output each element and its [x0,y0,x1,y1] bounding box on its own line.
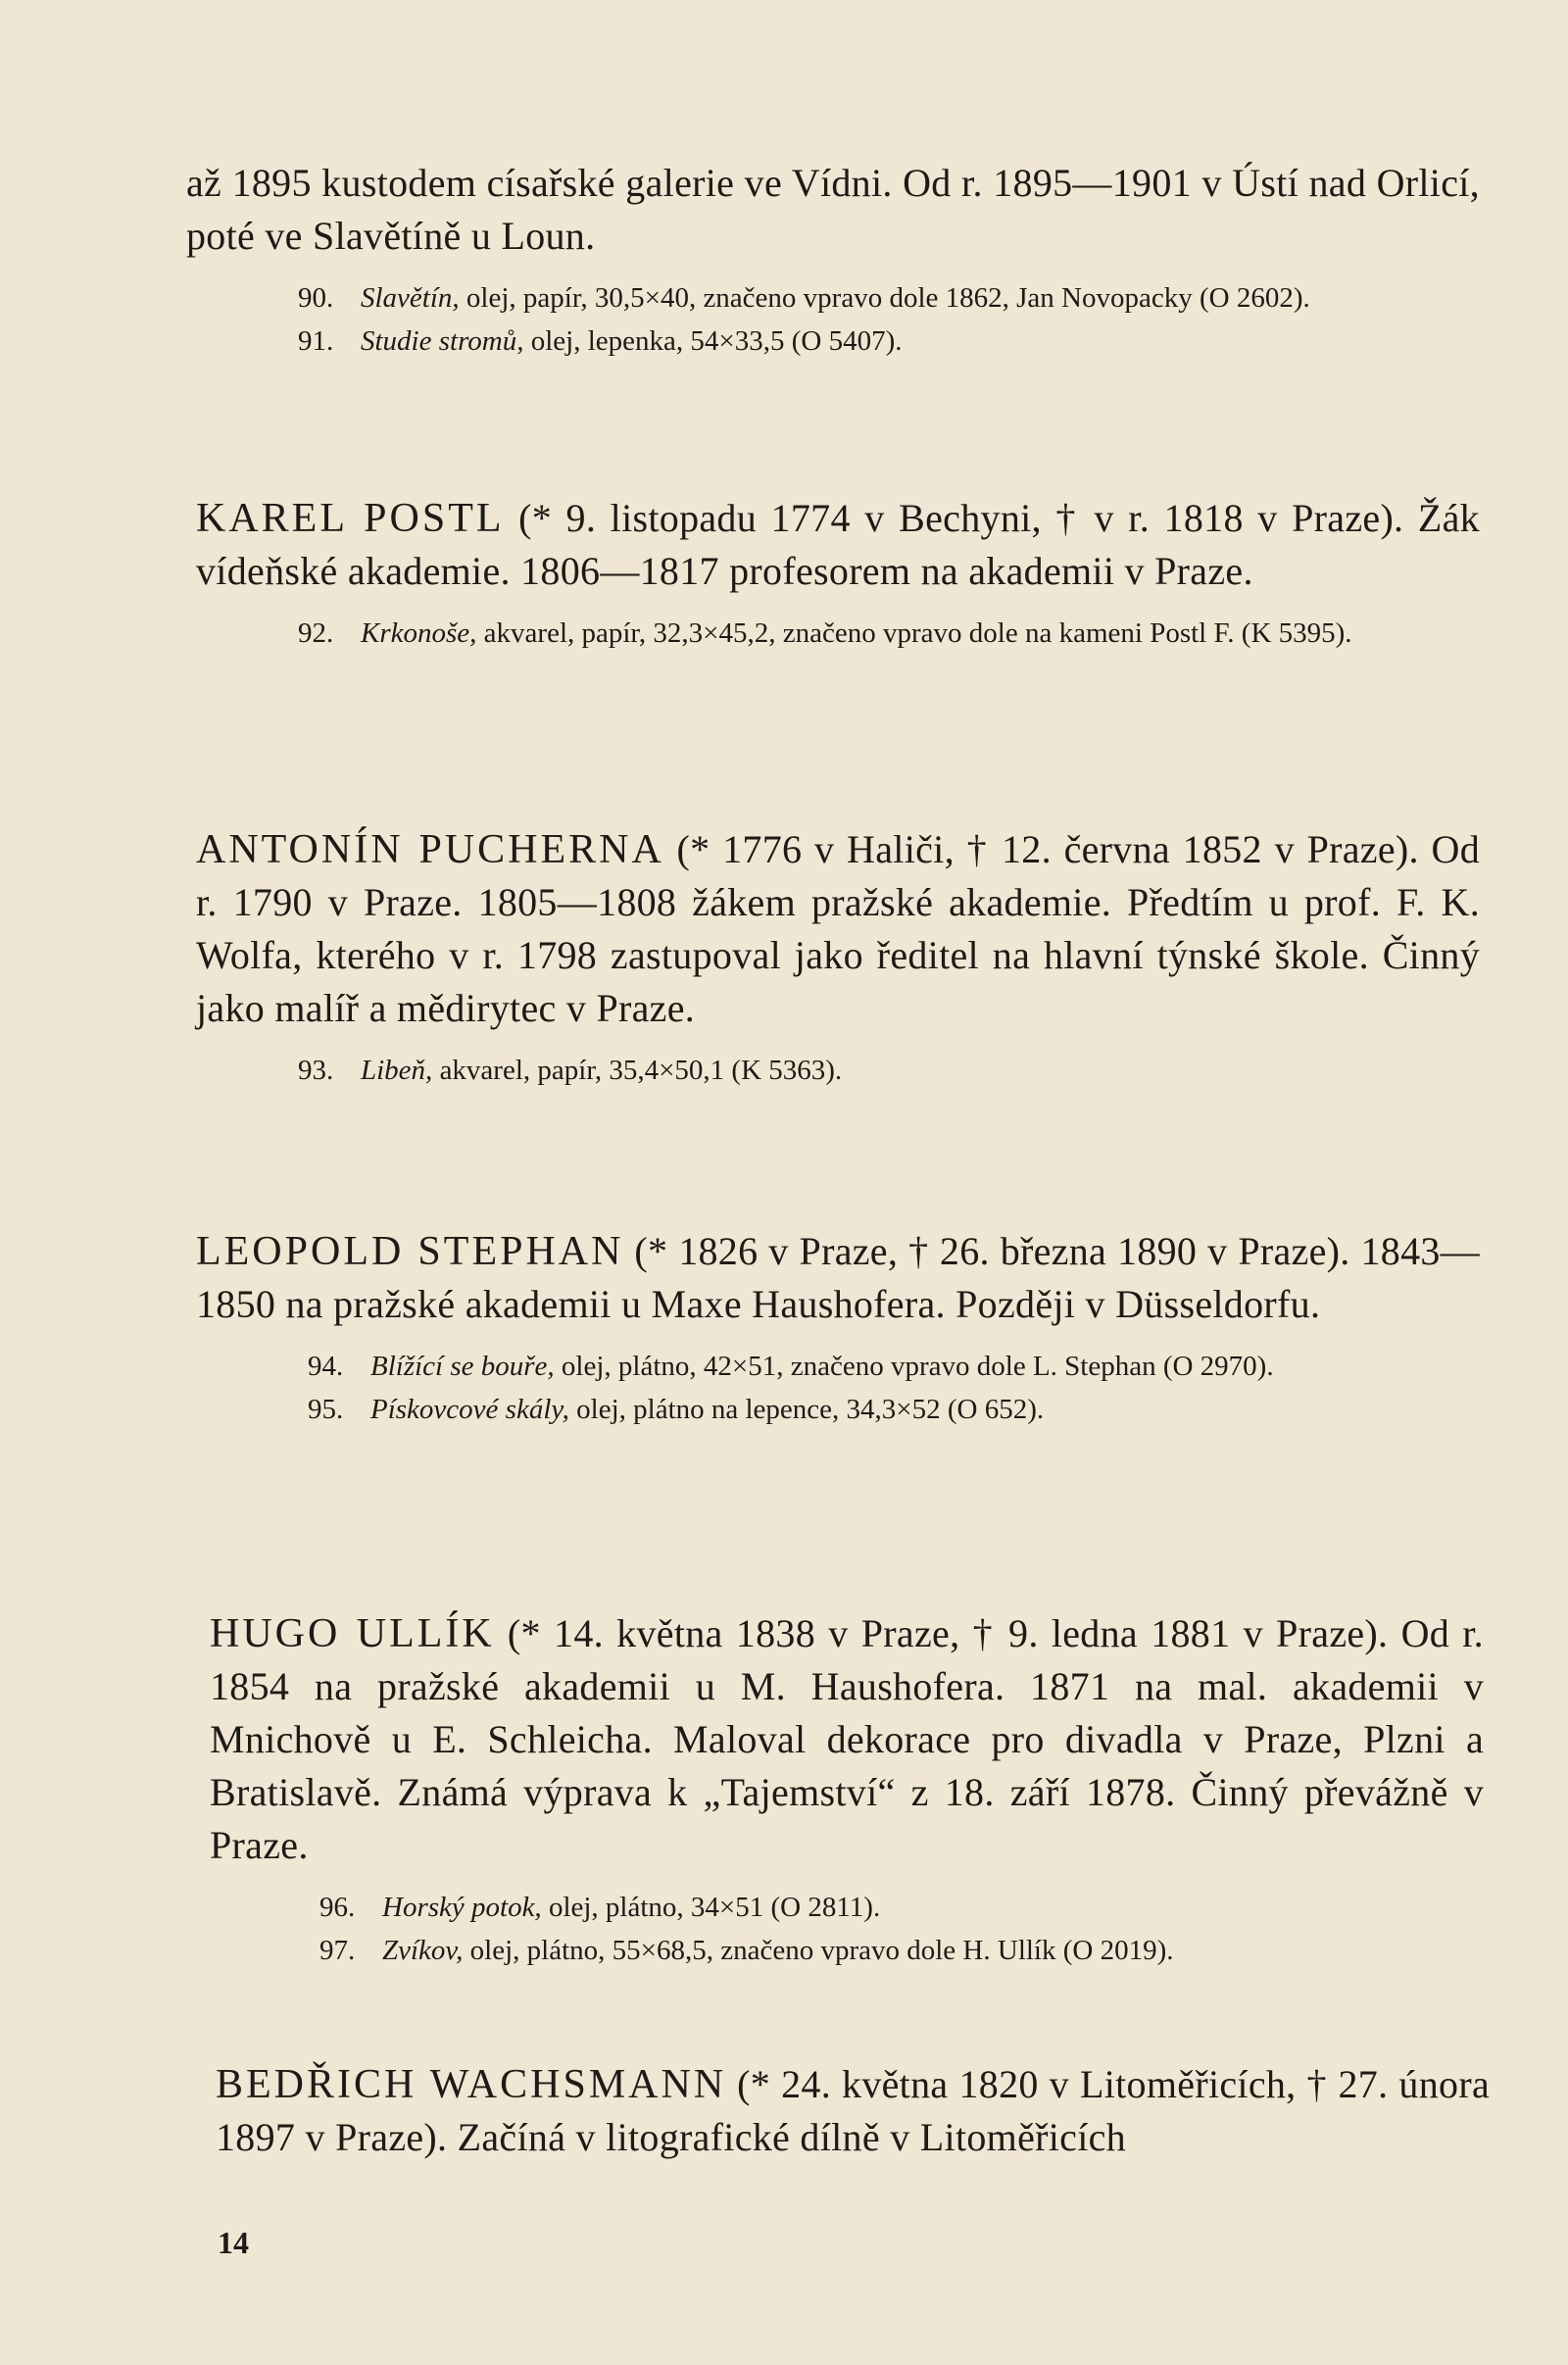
artist-section [216,2058,1490,2164]
entry-details: olej, plátno, 55×68,5, značeno vpravo dole H. Ullík (O 2019). [463,1935,1174,1966]
entry-details: olej, plátno, 34×51 (O 2811). [541,1892,881,1923]
entry-number: 94. [308,1351,344,1382]
entry-details: akvarel, papír, 32,3×45,2, značeno vpravo dole na kameni Postl F. (K 5395). [476,617,1352,649]
intro-paragraph: až 1895 kustodem císařské galerie ve Vídni. Od r. 1895—1901 v Ústí nad Orlicí, poté ve Slavětíně u Loun. [186,161,1480,258]
catalog-entry [308,1345,1480,1388]
entry-details: olej, lepenka, 54×33,5 (O 5407). [523,325,903,357]
entry-number: 90. [298,282,334,314]
entry-details: olej, papír, 30,5×40, značeno vpravo dole 1862, Jan Novopacky (O 2602). [459,282,1310,314]
catalog-entry [319,1929,1484,1972]
entry-title: Blížící se bouře, [370,1351,555,1382]
entry-title: Krkonoše, [361,617,477,649]
entry-title: Horský potok, [382,1892,542,1923]
artist-name: HUGO ULLÍK [210,1611,495,1656]
entry-title: Libeň, [361,1055,433,1086]
entry-list [196,1049,1480,1092]
entry-details: olej, plátno na lepence, 34,3×52 (O 652). [568,1394,1045,1425]
entry-number: 97. [319,1935,356,1966]
page-number: 14 [218,2225,249,2260]
catalog-entry [308,1388,1480,1431]
entry-number: 96. [319,1892,356,1923]
artist-section [210,1607,1484,1972]
entry-title: Zvíkov, [382,1935,464,1966]
entry-number: 91. [298,325,334,357]
entry-number: 93. [298,1055,334,1086]
catalog-entry [298,276,1480,320]
entry-number: 95. [308,1394,344,1425]
artist-bio-text: (* 1826 v Praze, † 26. března 1890 v Praze). 1843—1850 na pražské akademii u Maxe Haushofera. Později v Düsseldorfu. [196,1229,1480,1326]
entry-title: Studie stromů, [361,325,524,357]
entry-list [196,1345,1480,1431]
catalog-entry [298,612,1480,655]
artist-bio-text: (* 14. května 1838 v Praze, † 9. ledna 1881 v Praze). Od r. 1854 na pražské akademii u M. Haushofera. 1871 na mal. akademii v Mnichově u E. Schleicha. Maloval dekorace pro divadla v Praze, Plzni a Bratislavě. Známá výprava k „Tajemství“ z 18. září 1878. Činný převážně v Praze. [210,1611,1484,1867]
entry-list [196,612,1480,655]
artist-name: LEOPOLD STEPHAN [196,1229,624,1274]
catalog-entry [298,1049,1480,1092]
artist-bio [216,2058,1490,2164]
artist-bio [210,1607,1484,1872]
artist-bio-text: (* 1776 v Haliči, † 12. června 1852 v Praze). Od r. 1790 v Praze. 1805—1808 žákem pražské akademie. Předtím u prof. F. K. Wolfa, kterého v r. 1798 zastupoval jako ředitel na hlavní týnské škole. Činný jako malíř a mědirytec v Praze. [196,827,1481,1030]
entry-title: Pískovcové skály, [370,1394,569,1425]
artist-name: KAREL POSTL [196,496,505,541]
entry-number: 92. [298,617,334,649]
catalog-entry [319,1886,1484,1929]
intro-section [186,157,1480,363]
entry-list [210,1886,1484,1972]
artist-section [196,492,1480,655]
artist-bio-text: (* 9. listopadu 1774 v Bechyni, † v r. 1818 v Praze). Žák vídeňské akademie. 1806—1817 profesorem na akademii v Praze. [196,496,1480,593]
artist-name: BEDŘICH WACHSMANN [216,2062,727,2107]
artist-bio [196,823,1480,1035]
artist-section [196,823,1480,1092]
entry-details: olej, plátno, 42×51, značeno vpravo dole L. Stephan (O 2970). [554,1351,1274,1382]
entry-title: Slavětín, [361,282,460,314]
artist-bio [196,1225,1480,1331]
entry-details: akvarel, papír, 35,4×50,1 (K 5363). [432,1055,843,1086]
catalog-entry [298,320,1480,363]
entry-list [186,276,1480,363]
artist-section [196,1225,1480,1431]
artist-bio-text: (* 24. května 1820 v Litoměřicích, † 27. února 1897 v Praze). Začíná v litografické dílně v Litoměřicích [216,2062,1490,2159]
artist-bio [196,492,1480,598]
artist-name: ANTONÍN PUCHERNA [196,827,664,872]
